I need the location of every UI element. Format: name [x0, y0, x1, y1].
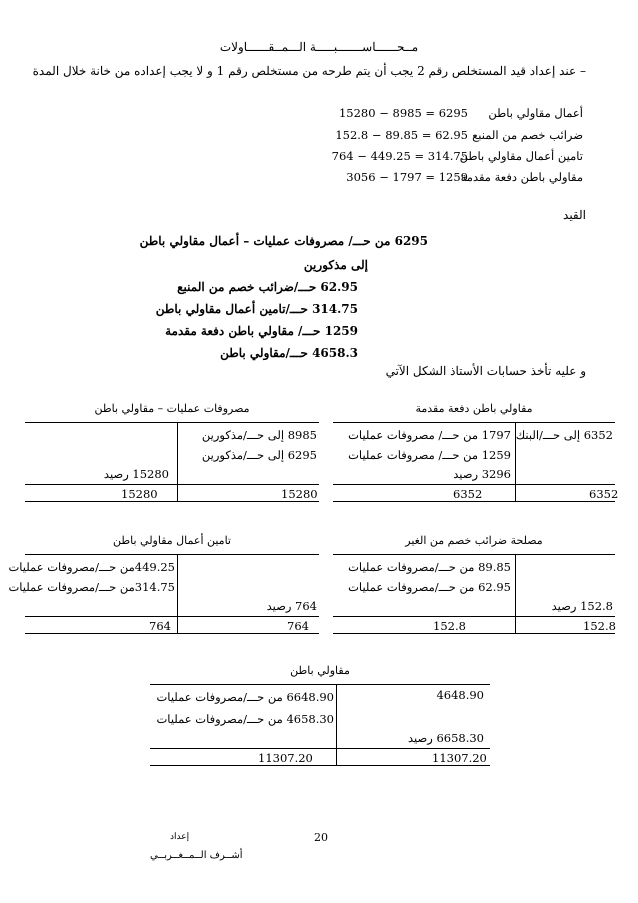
- balance: 3296 رصيد: [453, 467, 511, 481]
- t-account-tax: [333, 534, 615, 634]
- entry: 6352 إلى حـــ/البنك: [515, 428, 613, 442]
- total: 11307.20: [432, 751, 487, 765]
- t-divider: [177, 422, 178, 502]
- prepared-by-label: إعداد: [170, 832, 190, 842]
- entry: 1797 من حـــ/ مصروفات عمليات: [348, 428, 511, 442]
- t-total-line: [25, 484, 319, 485]
- t-bottom-line: [150, 765, 490, 766]
- account-title: مقاولي باطن: [290, 664, 350, 677]
- t-top-line: [150, 684, 490, 685]
- calc-label: تامين أعمال مقاولي باطن: [459, 149, 583, 163]
- calc-equation: 3056 − 1797 = 1259: [346, 170, 468, 184]
- total: 6352: [453, 487, 483, 501]
- total: 15280: [281, 487, 318, 501]
- total: 15280: [121, 487, 158, 501]
- journal-line: 6295 من حـــ/ مصروفات عمليات – أعمال مقاولي باطن: [139, 234, 428, 248]
- page-title: مــحــــــاســـــــبـــــة الـــمــقــــــاولات: [219, 40, 419, 54]
- entry: 314.75من حـــ/مصروفات عمليات: [8, 580, 175, 594]
- entry: 8985 إلى حـــ/مذكورين: [201, 428, 317, 442]
- t-account-advance: [333, 402, 619, 502]
- journal-line: 62.95 حـــ/ضرائب خصم من المنبع: [177, 280, 358, 294]
- entry: 1259 من حـــ/ مصروفات عمليات: [348, 448, 511, 462]
- t-divider: [336, 684, 337, 766]
- total: 152.8: [583, 619, 616, 633]
- t-total-line: [333, 616, 615, 617]
- author-name: أشــرف الــمــغــربــي: [150, 850, 243, 861]
- t-total-line: [25, 616, 319, 617]
- total: 764: [287, 619, 309, 633]
- t-bottom-line: [25, 501, 319, 502]
- t-divider: [515, 554, 516, 634]
- entry: 6295 إلى حـــ/مذكورين: [201, 448, 317, 462]
- entry: 4658.30 من حـــ/مصروفات عمليات: [156, 712, 334, 726]
- intro-note: – عند إعداد قيد المستخلص رقم 2 يجب أن يتم طرحه من مستخلص رقم 1 و لا يجب إعداده من خانة خلال المدة: [32, 64, 586, 78]
- journal-heading: القيد: [563, 208, 586, 222]
- account-title: تامين أعمال مقاولي باطن: [113, 534, 231, 547]
- page-number: 20: [314, 831, 328, 844]
- journal-line: 1259 حـــ/ مقاولي باطن دفعة مقدمة: [165, 324, 358, 338]
- total: 11307.20: [258, 751, 313, 765]
- entry: 6648.90 من حـــ/مصروفات عمليات: [156, 690, 334, 704]
- t-divider: [177, 554, 178, 634]
- account-title: مصلحة ضرائب خصم من الغير: [405, 534, 543, 547]
- account-title: مقاولي باطن دفعة مقدمة: [415, 402, 533, 415]
- calc-equation: 152.8 − 89.85 = 62.95: [335, 128, 468, 142]
- balance: 764 رصيد: [266, 599, 317, 613]
- balance: 152.8 رصيد: [551, 599, 613, 613]
- t-bottom-line: [25, 633, 319, 634]
- journal-line: إلى مذكورين: [303, 258, 368, 272]
- calc-label: مقاولي باطن دفعة مقدمة: [460, 170, 583, 184]
- journal-line: 314.75 حـــ/تامين أعمال مقاولي باطن: [155, 302, 358, 316]
- total: 152.8: [433, 619, 466, 633]
- balance: 6658.30 رصيد: [407, 731, 484, 745]
- t-top-line: [333, 554, 615, 555]
- journal-line: 4658.3 حـــ/مقاولي باطن: [220, 346, 358, 360]
- t-account-insurance: [8, 534, 319, 634]
- t-bottom-line: [333, 501, 615, 502]
- t-account-expenses: [25, 402, 319, 502]
- t-top-line: [333, 422, 615, 423]
- t-total-line: [333, 484, 615, 485]
- total: 6352: [589, 487, 619, 501]
- t-top-line: [25, 554, 319, 555]
- t-top-line: [25, 422, 319, 423]
- calc-equation: 764 − 449.25 = 314.75: [331, 149, 468, 163]
- calc-equation: 15280 − 8985 = 6295: [338, 106, 468, 120]
- calc-label: أعمال مقاولي باطن: [488, 106, 583, 120]
- balance: 15280 رصيد: [103, 467, 169, 481]
- account-title: مصروفات عمليات – مقاولي باطن: [94, 402, 250, 415]
- ledger-intro: و عليه تأخذ حسابات الأستاذ الشكل الآتي: [385, 364, 586, 378]
- calc-label: ضرائب خصم من المنبع: [472, 128, 583, 142]
- total: 764: [149, 619, 171, 633]
- entry: 62.95 من حـــ/مصروفات عمليات: [348, 580, 511, 594]
- entry: 89.85 من حـــ/مصروفات عمليات: [348, 560, 511, 574]
- t-total-line: [150, 748, 490, 749]
- t-bottom-line: [333, 633, 615, 634]
- entry: 4648.90: [436, 688, 484, 702]
- t-account-subcontractors: [150, 664, 490, 766]
- entry: 449.25من حـــ/مصروفات عمليات: [8, 560, 175, 574]
